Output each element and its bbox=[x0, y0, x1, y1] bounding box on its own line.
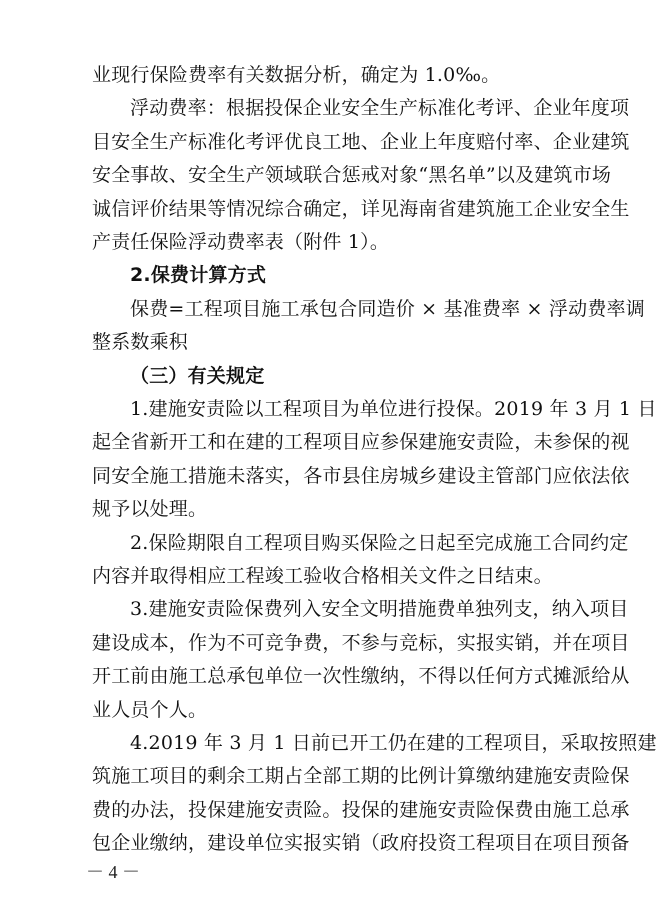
text-line: 产责任保险浮动费率表（附件 1）。 bbox=[92, 231, 390, 253]
text-line: 2.保险期限自工程项目购买保险之日起至完成施工合同约定 bbox=[130, 531, 629, 554]
text-line: 浮动费率：根据投保企业安全生产标准化考评、企业年度项 bbox=[130, 97, 630, 120]
text-line: 3.建施安责险保费列入安全文明措施费单独列支，纳入项目 bbox=[130, 598, 629, 621]
text-line: 安全事故、安全生产领域联合惩戒对象“黑名单”以及建筑市场 bbox=[92, 164, 612, 187]
text-line: 业人员个人。 bbox=[92, 698, 208, 721]
text-line: 起全省新开工和在建的工程项目应参保建施安责险，未参保的视 bbox=[92, 431, 630, 454]
text-line: 保费=工程项目施工承包合同造价 × 基准费率 × 浮动费率调 bbox=[130, 297, 645, 320]
text-line: 规予以处理。 bbox=[92, 498, 208, 521]
text-line: 业现行保险费率有关数据分析，确定为 1.0‰。 bbox=[92, 64, 501, 86]
text-line: 包企业缴纳，建设单位实报实销（政府投资工程项目在项目预备 bbox=[92, 832, 630, 855]
text-line: 整系数乘积 bbox=[92, 331, 189, 354]
text-line: 费的办法，投保建施安责险。投保的建施安责险保费由施工总承 bbox=[92, 798, 630, 821]
page-number: － 4 － bbox=[86, 862, 140, 882]
text-line: 诚信评价结果等情况综合确定，详见海南省建筑施工企业安全生 bbox=[92, 197, 630, 220]
text-line: 建设成本，作为不可竞争费，不参与竞标，实报实销，并在项目 bbox=[92, 631, 630, 654]
text-line: 同安全施工措施未落实，各市县住房城乡建设主管部门应依法依 bbox=[92, 464, 630, 487]
section-heading: 2.保费计算方式 bbox=[130, 264, 267, 287]
section-heading: （三）有关规定 bbox=[130, 364, 265, 387]
text-line: 开工前由施工总承包单位一次性缴纳，不得以任何方式摊派给从 bbox=[92, 665, 630, 688]
text-line: 内容并取得相应工程竣工验收合格相关文件之日结束。 bbox=[92, 565, 553, 587]
text-line: 筑施工项目的剩余工期占全部工期的比例计算缴纳建施安责险保 bbox=[92, 765, 630, 788]
text-line: 目安全生产标准化考评优良工地、企业上年度赔付率、企业建筑 bbox=[92, 130, 630, 153]
text-line: 1.建施安责险以工程项目为单位进行投保。2019 年 3 月 1 日 bbox=[130, 398, 657, 420]
text-line: 4.2019 年 3 月 1 日前已开工仍在建的工程项目，采取按照建 bbox=[130, 732, 657, 754]
